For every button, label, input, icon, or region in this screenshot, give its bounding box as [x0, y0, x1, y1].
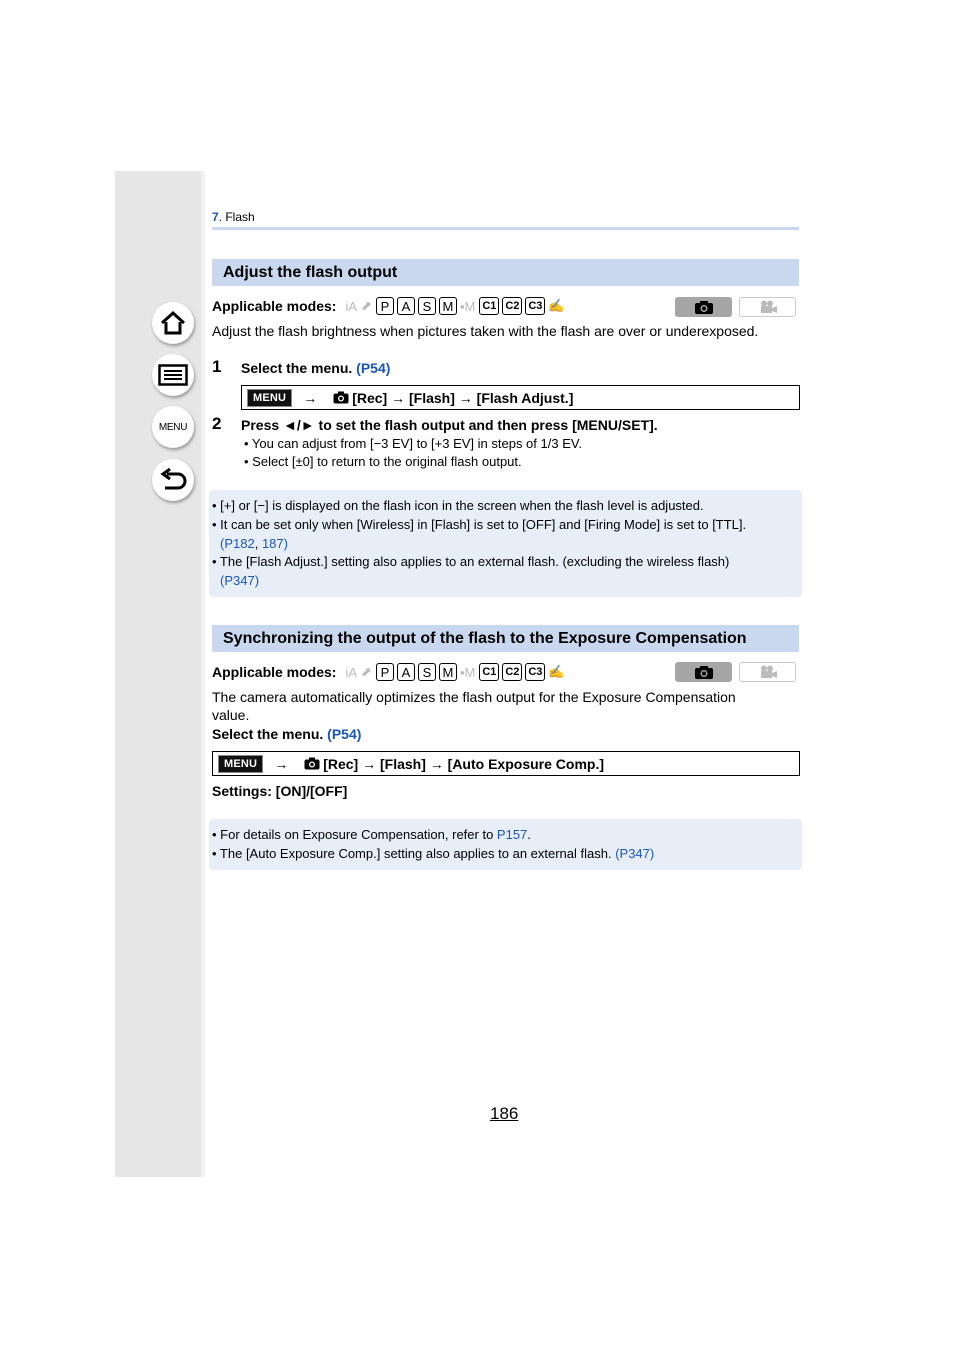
note-item: • It can be set only when [Wireless] in [Flash] is set to [OFF] and [Firing Mode] is set to [TTL].	[212, 517, 747, 532]
note-box	[209, 490, 802, 597]
page-number: 186	[490, 1104, 519, 1123]
mode-p-icon: P	[376, 297, 394, 315]
menu-badge: MENU	[248, 390, 291, 406]
page-link[interactable]: (P54)	[356, 360, 391, 376]
creative-control-icon: ✍	[548, 298, 565, 313]
mode-s-icon: S	[418, 663, 436, 681]
page-link[interactable]: (P347)	[220, 573, 260, 588]
breadcrumb	[212, 210, 255, 224]
note-text: • For details on Exposure Compensation, refer to	[212, 827, 497, 842]
video-mode-tab	[739, 297, 796, 317]
menu-path-box	[241, 385, 800, 410]
creative-video-icon: ▪M	[459, 298, 476, 314]
mode-c2-icon: C2	[502, 297, 522, 315]
bullet-item: • You can adjust from [−3 EV] to [+3 EV] in steps of 1/3 EV.	[244, 436, 582, 451]
creative-control-icon: ✍	[548, 664, 565, 679]
menu-button[interactable]	[152, 406, 194, 448]
intro-text: Adjust the flash brightness when pictures taken with the flash are over or underexposed.	[212, 323, 759, 339]
home-button[interactable]	[152, 302, 194, 344]
intelligent-auto-plus-icon: ⬈	[361, 298, 372, 313]
mode-m-icon: M	[439, 663, 457, 681]
back-button[interactable]	[152, 459, 194, 501]
photo-mode-tab	[675, 662, 732, 682]
modes-label: Applicable modes:	[212, 664, 337, 680]
mode-p-icon: P	[376, 663, 394, 681]
modes-label: Applicable modes:	[212, 298, 337, 314]
step-title: Press ◄/► to set the flash output and then press [MENU/SET].	[241, 417, 658, 433]
page-link[interactable]: P157	[496, 827, 528, 842]
mode-c3-icon: C3	[525, 663, 545, 681]
bullet-item: • Select [±0] to return to the original flash output.	[244, 454, 522, 469]
chapter-number[interactable]: 7	[212, 210, 219, 224]
note-item: • The [Flash Adjust.] setting also applies to an external flash. (excluding the wireless flash)	[212, 554, 730, 569]
back-arrow-icon	[159, 468, 187, 492]
step-title-text: Select the menu.	[212, 726, 324, 742]
note-box	[209, 819, 802, 870]
note-text-end: .	[527, 827, 531, 842]
note-item: • [+] or [−] is displayed on the flash icon in the screen when the flash level is adjusted.	[212, 498, 704, 513]
video-camera-icon	[758, 300, 778, 314]
step-number: 1	[212, 357, 222, 376]
camera-icon	[304, 757, 320, 770]
home-icon	[159, 310, 187, 336]
mode-s-icon: S	[418, 297, 436, 315]
intelligent-auto-icon: iA	[345, 298, 358, 314]
intro-text: The camera automatically optimizes the flash output for the Exposure Compensation	[212, 689, 736, 705]
note-item	[212, 827, 531, 842]
mode-c1-icon: C1	[479, 663, 499, 681]
video-camera-icon	[758, 665, 778, 679]
camera-icon	[333, 391, 349, 404]
mode-c2-icon: C2	[502, 663, 522, 681]
intro-text: value.	[212, 707, 250, 723]
settings-text: Settings: [ON]/[OFF]	[212, 783, 348, 799]
photo-mode-tab	[675, 297, 732, 317]
sidebar-edge	[201, 171, 205, 1177]
step-title	[212, 726, 361, 742]
arrow-icon: →	[274, 755, 289, 772]
intelligent-auto-plus-icon: ⬈	[361, 664, 372, 679]
header-rule	[212, 227, 799, 230]
step-title	[241, 360, 390, 376]
step-title-text: Select the menu.	[241, 360, 353, 376]
intelligent-auto-icon: iA	[345, 664, 358, 680]
mode-a-icon: A	[397, 663, 415, 681]
applicable-modes	[212, 295, 569, 317]
mode-c3-icon: C3	[525, 297, 545, 315]
list-icon	[158, 364, 188, 386]
mode-c1-icon: C1	[479, 297, 499, 315]
menu-path-box	[212, 751, 800, 776]
note-links	[220, 573, 259, 588]
chapter-title: . Flash	[218, 210, 255, 224]
creative-video-icon: ▪M	[459, 664, 476, 680]
contents-button[interactable]	[152, 354, 194, 396]
page-link[interactable]: (P347)	[615, 846, 655, 861]
section-heading: Adjust the flash output	[212, 259, 799, 286]
note-item	[212, 846, 654, 861]
section-heading: Synchronizing the output of the flash to the Exposure Compensation	[212, 625, 799, 652]
mode-a-icon: A	[397, 297, 415, 315]
mode-m-icon: M	[439, 297, 457, 315]
video-mode-tab	[739, 662, 796, 682]
menu-path: [Rec] → [Flash] → [Auto Exposure Comp.]	[323, 755, 604, 772]
page-link[interactable]: (P182	[220, 536, 255, 551]
step-number: 2	[212, 414, 222, 433]
camera-icon	[694, 665, 714, 680]
applicable-modes	[212, 661, 569, 683]
note-links	[220, 536, 288, 551]
page-link[interactable]: 187)	[261, 536, 288, 551]
note-text: • The [Auto Exposure Comp.] setting also applies to an external flash.	[212, 846, 616, 861]
menu-label: MENU	[158, 421, 188, 433]
link-separator: ,	[254, 536, 262, 551]
menu-badge: MENU	[219, 756, 262, 772]
page-link[interactable]: (P54)	[327, 726, 362, 742]
menu-path: [Rec] → [Flash] → [Flash Adjust.]	[352, 389, 574, 406]
arrow-icon: →	[303, 389, 318, 406]
camera-icon	[694, 300, 714, 315]
